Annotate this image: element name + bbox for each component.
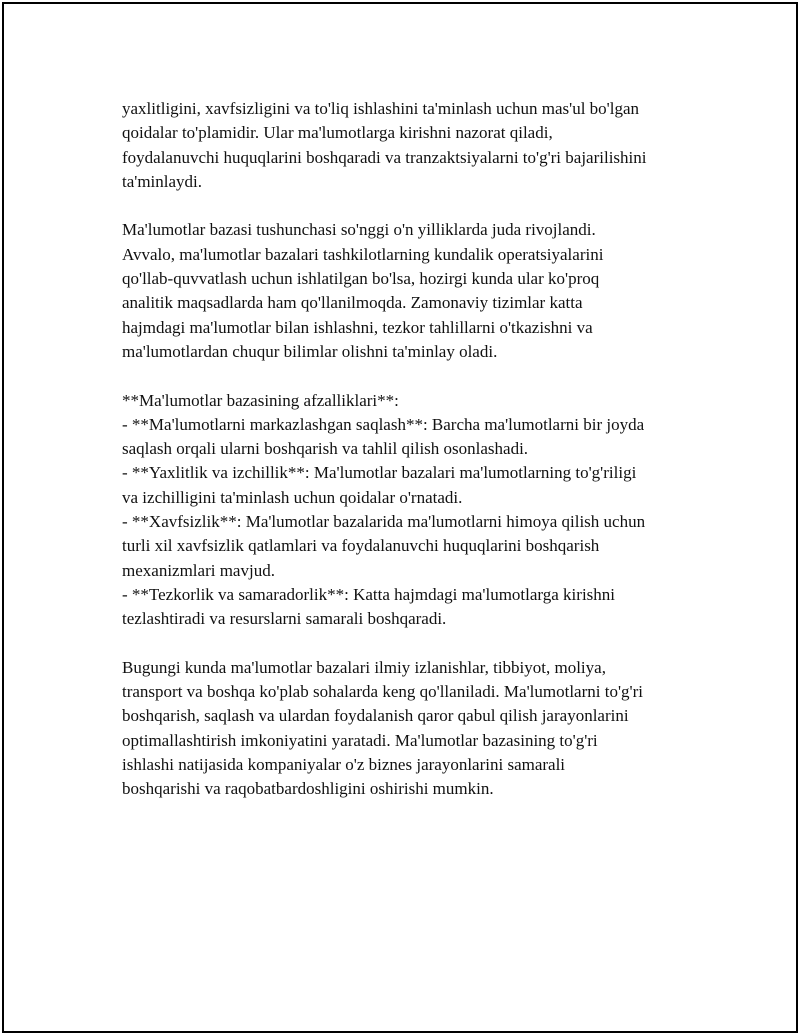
document-body bbox=[122, 97, 694, 826]
text-line: analitik maqsadlarda ham qo'llanilmoqda. Zamonaviy tizimlar katta bbox=[122, 293, 583, 313]
text-line: qoidalar to'plamidir. Ular ma'lumotlarga kirishni nazorat qiladi, bbox=[122, 123, 553, 143]
text-line: Ma'lumotlar bazasi tushunchasi so'nggi o'n yilliklarda juda rivojlandi. bbox=[122, 220, 596, 240]
text-line: Bugungi kunda ma'lumotlar bazalari ilmiy izlanishlar, tibbiyot, moliya, bbox=[122, 657, 606, 677]
list-item: - **Yaxlitlik va izchillik**: Ma'lumotlar bazalari ma'lumotlarning to'g'riligi bbox=[122, 463, 637, 483]
text-line: boshqarishi va raqobatbardoshligini oshirishi mumkin. bbox=[122, 779, 494, 799]
paragraph-database-concept bbox=[122, 218, 694, 364]
paragraph-intro-continuation bbox=[122, 97, 694, 194]
list-item-continuation: tezlashtiradi va resurslarni samarali boshqaradi. bbox=[122, 609, 447, 629]
paragraph-applications bbox=[122, 656, 694, 802]
list-item-continuation: turli xil xavfsizlik qatlamlari va foydalanuvchi huquqlarini boshqarish bbox=[122, 536, 600, 556]
text-line: ta'minlaydi. bbox=[122, 171, 203, 191]
text-line: transport va boshqa ko'plab sohalarda keng qo'llaniladi. Ma'lumotlarni to'g'ri bbox=[122, 682, 643, 702]
page-frame bbox=[2, 2, 798, 1033]
list-item-continuation: va izchilligini ta'minlash uchun qoidalar o'rnatadi. bbox=[122, 487, 463, 507]
text-line: hajmdagi ma'lumotlar bilan ishlashni, tezkor tahlillarni o'tkazishni va bbox=[122, 317, 593, 337]
text-line: ishlashi natijasida kompaniyalar o'z biznes jarayonlarini samarali bbox=[122, 755, 566, 775]
list-item-continuation: saqlash orqali ularni boshqarish va tahlil qilish osonlashadi. bbox=[122, 439, 529, 459]
list-item: - **Xavfsizlik**: Ma'lumotlar bazalarida ma'lumotlarni himoya qilish uchun bbox=[122, 512, 646, 532]
text-line: foydalanuvchi huquqlarini boshqaradi va tranzaktsiyalarni to'g'ri bajarilishini bbox=[122, 147, 647, 167]
list-item: - **Ma'lumotlarni markazlashgan saqlash**: Barcha ma'lumotlarni bir joyda bbox=[122, 414, 645, 434]
text-line: qo'llab-quvvatlash uchun ishlatilgan bo'lsa, hozirgi kunda ular ko'proq bbox=[122, 269, 600, 289]
text-line: boshqarish, saqlash va ulardan foydalanish qaror qabul qilish jarayonlarini bbox=[122, 706, 629, 726]
text-line: yaxlitligini, xavfsizligini va to'liq ishlashini ta'minlash uchun mas'ul bo'lgan bbox=[122, 99, 639, 118]
text-line: ma'lumotlardan chuqur bilimlar olishni ta'minlay oladi. bbox=[122, 341, 498, 361]
text-line: optimallashtirish imkoniyatini yaratadi. Ma'lumotlar bazasining to'g'ri bbox=[122, 730, 598, 750]
list-heading: **Ma'lumotlar bazasining afzalliklari**: bbox=[122, 390, 399, 410]
list-item-continuation: mexanizmlari mavjud. bbox=[122, 560, 275, 580]
list-item: - **Tezkorlik va samaradorlik**: Katta hajmdagi ma'lumotlarga kirishni bbox=[122, 584, 616, 604]
text-line: Avvalo, ma'lumotlar bazalari tashkilotlarning kundalik operatsiyalarini bbox=[122, 244, 604, 264]
paragraph-advantages-list bbox=[122, 389, 694, 632]
